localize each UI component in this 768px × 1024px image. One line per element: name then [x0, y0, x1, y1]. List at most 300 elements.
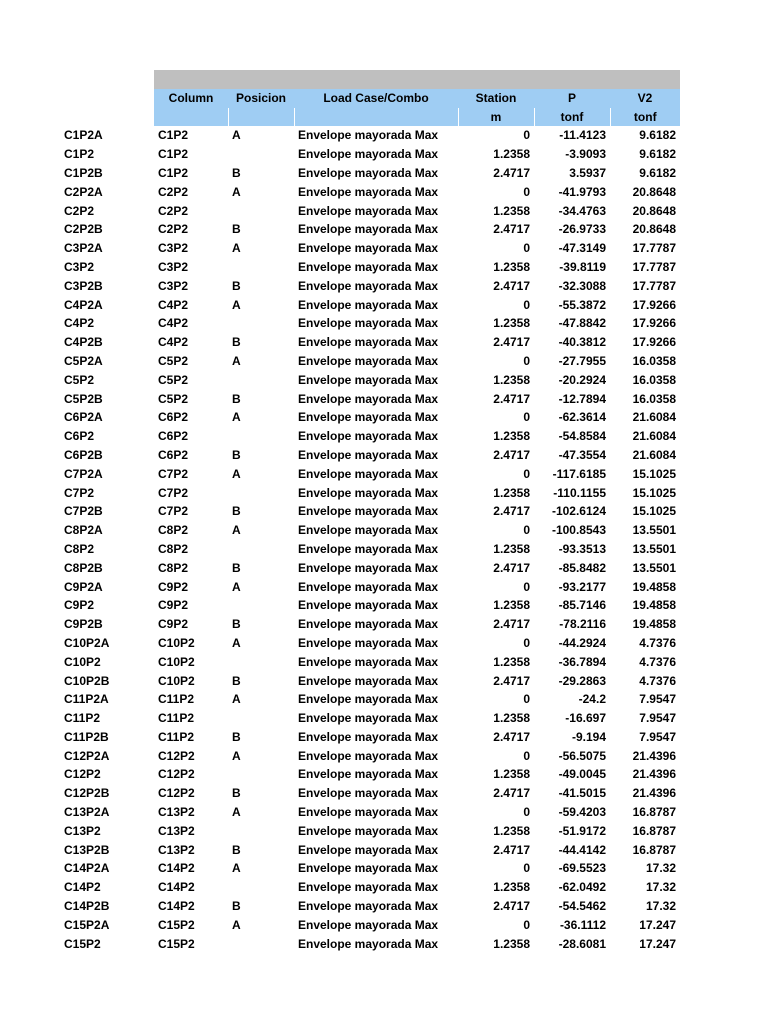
v2-cell: 16.0358: [632, 372, 676, 387]
table-row: [60, 897, 680, 916]
station-cell: 2.4717: [493, 786, 530, 801]
v2-cell: 21.6084: [632, 429, 676, 444]
posicion-cell: [228, 258, 294, 277]
station-cell: 1.2358: [493, 147, 530, 162]
column-cell: C2P2: [158, 184, 189, 199]
p-cell: -41.9793: [558, 184, 606, 199]
table-row: [60, 333, 680, 352]
unit-column: [154, 108, 228, 127]
station-cell: 0: [523, 297, 530, 312]
column-cell: C4P2: [158, 316, 189, 331]
table-row: [60, 258, 680, 277]
table-row: [60, 709, 680, 728]
station-cell: 1.2358: [493, 541, 530, 556]
column-cell: C12P2: [158, 786, 195, 801]
row-label: C6P2B: [64, 447, 103, 462]
table-row: [60, 183, 680, 202]
row-label: C12P2B: [64, 786, 110, 801]
p-cell: -47.8842: [558, 316, 606, 331]
posicion-cell: B: [232, 165, 241, 180]
v2-cell: 20.8648: [632, 203, 676, 218]
units-row: [60, 108, 680, 127]
v2-cell: 16.8787: [632, 823, 676, 838]
load-case-cell: Envelope mayorada Max: [298, 297, 439, 312]
posicion-cell: [228, 878, 294, 897]
v2-cell: 9.6182: [639, 128, 676, 143]
v2-cell: 17.7787: [632, 259, 676, 274]
column-cell: C13P2: [158, 805, 195, 820]
station-cell: 0: [523, 805, 530, 820]
station-cell: 1.2358: [493, 936, 530, 951]
p-cell: -40.3812: [558, 335, 606, 350]
posicion-cell: [228, 427, 294, 446]
station-cell: 1.2358: [493, 598, 530, 613]
station-cell: 0: [523, 523, 530, 538]
column-cell: C10P2: [158, 673, 195, 688]
posicion-cell: B: [232, 899, 241, 914]
station-cell: 2.4717: [493, 391, 530, 406]
table-row: [60, 540, 680, 559]
station-cell: 1.2358: [493, 823, 530, 838]
posicion-cell: [228, 145, 294, 164]
load-case-cell: Envelope mayorada Max: [298, 692, 439, 707]
v2-cell: 17.247: [639, 917, 676, 932]
p-cell: -26.9733: [558, 222, 606, 237]
p-cell: -39.8119: [559, 259, 606, 274]
load-case-cell: Envelope mayorada Max: [298, 917, 439, 932]
row-label: C13P2A: [64, 805, 110, 820]
table-row: [60, 765, 680, 784]
v2-cell: 17.32: [645, 861, 676, 876]
blank-cell: [60, 89, 154, 108]
posicion-cell: A: [232, 241, 241, 256]
station-cell: 1.2358: [493, 429, 530, 444]
load-case-cell: Envelope mayorada Max: [298, 748, 439, 763]
p-cell: -16.697: [565, 711, 606, 726]
load-case-cell: Envelope mayorada Max: [298, 203, 439, 218]
column-cell: C15P2: [158, 917, 195, 932]
row-label: C10P2B: [64, 673, 110, 688]
posicion-cell: [228, 765, 294, 784]
v2-cell: 15.1025: [632, 466, 676, 481]
row-label: C3P2A: [64, 241, 103, 256]
station-cell: 1.2358: [493, 767, 530, 782]
station-cell: 0: [523, 748, 530, 763]
posicion-cell: A: [232, 466, 241, 481]
posicion-cell: [228, 935, 294, 954]
station-cell: 2.4717: [493, 447, 530, 462]
table-row: [60, 596, 680, 615]
v2-cell: 17.32: [645, 899, 676, 914]
column-cell: C3P2: [158, 259, 189, 274]
p-cell: -9.194: [571, 729, 606, 744]
p-cell: -32.3088: [558, 278, 606, 293]
v2-cell: 15.1025: [632, 504, 676, 519]
table-row: [60, 803, 680, 822]
row-label: C14P2A: [64, 861, 110, 876]
posicion-cell: A: [232, 297, 241, 312]
load-case-cell: Envelope mayorada Max: [298, 673, 439, 688]
station-cell: 2.4717: [493, 504, 530, 519]
p-cell: -24.2: [578, 692, 606, 707]
posicion-cell: A: [232, 523, 241, 538]
load-case-cell: Envelope mayorada Max: [298, 729, 439, 744]
load-case-cell: Envelope mayorada Max: [298, 147, 439, 162]
column-cell: C6P2: [158, 429, 189, 444]
column-cell: C2P2: [158, 222, 189, 237]
p-cell: -11.4123: [559, 128, 606, 143]
table-row: [60, 484, 680, 503]
station-cell: 0: [523, 241, 530, 256]
table-row: [60, 164, 680, 183]
p-cell: -47.3554: [558, 447, 606, 462]
posicion-cell: A: [232, 635, 241, 650]
p-cell: -62.3614: [558, 410, 606, 425]
row-label: C4P2: [64, 316, 95, 331]
p-cell: -54.8584: [558, 429, 606, 444]
header-posicion: Posicion: [228, 89, 294, 108]
column-cell: C12P2: [158, 748, 195, 763]
table-row: [60, 935, 680, 954]
p-cell: -102.6124: [551, 504, 606, 519]
table-row: [60, 371, 680, 390]
load-case-cell: Envelope mayorada Max: [298, 447, 439, 462]
v2-cell: 16.8787: [632, 805, 676, 820]
unit-v2: tonf: [610, 108, 680, 127]
posicion-cell: B: [232, 504, 241, 519]
station-cell: 2.4717: [493, 222, 530, 237]
row-label: C14P2: [64, 880, 101, 895]
unit-station: m: [458, 108, 534, 127]
load-case-cell: Envelope mayorada Max: [298, 805, 439, 820]
station-cell: 0: [523, 410, 530, 425]
v2-cell: 20.8648: [632, 184, 676, 199]
column-cell: C15P2: [158, 936, 195, 951]
table-row: [60, 878, 680, 897]
column-cell: C10P2: [158, 635, 195, 650]
column-cell: C1P2: [158, 165, 189, 180]
row-label: C8P2: [64, 541, 95, 556]
load-case-cell: Envelope mayorada Max: [298, 316, 439, 331]
load-case-cell: Envelope mayorada Max: [298, 786, 439, 801]
v2-cell: 17.9266: [632, 316, 676, 331]
header-column: Column: [154, 89, 228, 108]
column-cell: C5P2: [158, 372, 189, 387]
column-cell: C4P2: [158, 297, 189, 312]
posicion-cell: A: [232, 805, 241, 820]
p-cell: -51.9172: [558, 823, 606, 838]
column-cell: C11P2: [158, 692, 195, 707]
table-row: [60, 408, 680, 427]
station-cell: 1.2358: [493, 711, 530, 726]
posicion-cell: B: [232, 560, 241, 575]
column-cell: C12P2: [158, 767, 195, 782]
posicion-cell: [228, 596, 294, 615]
p-cell: -12.7894: [558, 391, 606, 406]
load-case-cell: Envelope mayorada Max: [298, 635, 439, 650]
column-cell: C1P2: [158, 147, 189, 162]
row-label: C7P2: [64, 485, 95, 500]
station-cell: 0: [523, 917, 530, 932]
posicion-cell: [228, 653, 294, 672]
table-row: [60, 653, 680, 672]
column-cell: C9P2: [158, 579, 189, 594]
p-cell: -44.2924: [558, 635, 606, 650]
v2-cell: 19.4858: [632, 617, 676, 632]
load-case-cell: Envelope mayorada Max: [298, 541, 439, 556]
row-label: C8P2A: [64, 523, 103, 538]
posicion-cell: B: [232, 617, 241, 632]
row-label: C5P2A: [64, 353, 103, 368]
station-cell: 2.4717: [493, 673, 530, 688]
p-cell: -36.1112: [559, 917, 606, 932]
p-cell: -100.8543: [551, 523, 606, 538]
column-cell: C5P2: [158, 353, 189, 368]
unit-load-case: [294, 108, 458, 127]
station-cell: 1.2358: [493, 316, 530, 331]
v2-cell: 21.4396: [632, 748, 676, 763]
posicion-cell: B: [232, 729, 241, 744]
p-cell: -49.0045: [558, 767, 606, 782]
table-row: [60, 578, 680, 597]
column-cell: C9P2: [158, 598, 189, 613]
p-cell: -93.3513: [558, 541, 606, 556]
posicion-cell: A: [232, 917, 241, 932]
table-row: [60, 634, 680, 653]
station-cell: 2.4717: [493, 729, 530, 744]
row-label: C6P2A: [64, 410, 103, 425]
row-label: C9P2B: [64, 617, 103, 632]
load-case-cell: Envelope mayorada Max: [298, 823, 439, 838]
load-case-cell: Envelope mayorada Max: [298, 335, 439, 350]
table-row: [60, 747, 680, 766]
station-cell: 1.2358: [493, 203, 530, 218]
station-cell: 1.2358: [493, 485, 530, 500]
v2-cell: 13.5501: [632, 541, 676, 556]
p-cell: -54.5462: [558, 899, 606, 914]
p-cell: -41.5015: [558, 786, 606, 801]
row-label: C15P2: [64, 936, 101, 951]
posicion-cell: [228, 822, 294, 841]
load-case-cell: Envelope mayorada Max: [298, 654, 439, 669]
p-cell: -28.6081: [558, 936, 606, 951]
row-label: C3P2B: [64, 278, 103, 293]
v2-cell: 21.6084: [632, 410, 676, 425]
row-label: C1P2: [64, 147, 95, 162]
p-cell: -117.6185: [552, 466, 606, 481]
header-row: [60, 89, 680, 108]
table-row: [60, 390, 680, 409]
v2-cell: 4.7376: [639, 673, 676, 688]
posicion-cell: A: [232, 692, 241, 707]
table-row: [60, 916, 680, 935]
station-cell: 2.4717: [493, 165, 530, 180]
load-case-cell: Envelope mayorada Max: [298, 842, 439, 857]
posicion-cell: A: [232, 128, 241, 143]
table-row: [60, 446, 680, 465]
table-row: [60, 615, 680, 634]
row-label: C2P2B: [64, 222, 103, 237]
station-cell: 0: [523, 184, 530, 199]
row-label: C3P2: [64, 259, 95, 274]
p-cell: -93.2177: [558, 579, 606, 594]
station-cell: 2.4717: [493, 842, 530, 857]
load-case-cell: Envelope mayorada Max: [298, 711, 439, 726]
v2-cell: 21.4396: [632, 786, 676, 801]
v2-cell: 17.7787: [632, 278, 676, 293]
station-cell: 0: [523, 128, 530, 143]
posicion-cell: A: [232, 579, 241, 594]
table-row: [60, 859, 680, 878]
table-row: [60, 559, 680, 578]
row-label: C9P2A: [64, 579, 103, 594]
table-row: [60, 352, 680, 371]
station-cell: 2.4717: [493, 560, 530, 575]
p-cell: -85.8482: [558, 560, 606, 575]
p-cell: -62.0492: [558, 880, 606, 895]
load-case-cell: Envelope mayorada Max: [298, 429, 439, 444]
load-case-cell: Envelope mayorada Max: [298, 128, 439, 143]
posicion-cell: A: [232, 410, 241, 425]
p-cell: -78.2116: [559, 617, 606, 632]
header-band-row: [60, 70, 680, 89]
station-cell: 0: [523, 861, 530, 876]
v2-cell: 7.9547: [639, 692, 676, 707]
posicion-cell: B: [232, 335, 241, 350]
row-label: C13P2: [64, 823, 101, 838]
v2-cell: 20.8648: [632, 222, 676, 237]
v2-cell: 4.7376: [639, 635, 676, 650]
load-case-cell: Envelope mayorada Max: [298, 466, 439, 481]
v2-cell: 7.9547: [639, 729, 676, 744]
p-cell: -55.3872: [558, 297, 606, 312]
row-label: C2P2: [64, 203, 95, 218]
row-label: C7P2B: [64, 504, 103, 519]
posicion-cell: B: [232, 222, 241, 237]
p-cell: -44.4142: [558, 842, 606, 857]
load-case-cell: Envelope mayorada Max: [298, 372, 439, 387]
row-label: C5P2B: [64, 391, 103, 406]
table-row: [60, 239, 680, 258]
row-label: C2P2A: [64, 184, 103, 199]
p-cell: 3.5937: [569, 165, 606, 180]
column-cell: C7P2: [158, 485, 189, 500]
column-cell: C4P2: [158, 335, 189, 350]
table-row: [60, 502, 680, 521]
row-label: C1P2A: [64, 128, 103, 143]
posicion-cell: A: [232, 861, 241, 876]
load-case-cell: Envelope mayorada Max: [298, 767, 439, 782]
posicion-cell: [228, 709, 294, 728]
row-label: C11P2A: [64, 692, 109, 707]
row-label: C5P2: [64, 372, 95, 387]
v2-cell: 9.6182: [639, 147, 676, 162]
column-cell: C11P2: [158, 711, 195, 726]
table-row: [60, 296, 680, 315]
posicion-cell: A: [232, 184, 241, 199]
column-cell: C1P2: [158, 128, 189, 143]
table-row: [60, 728, 680, 747]
posicion-cell: A: [232, 353, 241, 368]
column-cell: C6P2: [158, 410, 189, 425]
v2-cell: 13.5501: [632, 523, 676, 538]
v2-cell: 7.9547: [639, 711, 676, 726]
row-label: C11P2: [64, 711, 101, 726]
column-cell: C7P2: [158, 504, 189, 519]
v2-cell: 15.1025: [632, 485, 676, 500]
v2-cell: 4.7376: [639, 654, 676, 669]
load-case-cell: Envelope mayorada Max: [298, 241, 439, 256]
p-cell: -56.5075: [558, 748, 606, 763]
row-label: C4P2B: [64, 335, 103, 350]
table-row: [60, 672, 680, 691]
row-label: C4P2A: [64, 297, 103, 312]
posicion-cell: [228, 371, 294, 390]
load-case-cell: Envelope mayorada Max: [298, 936, 439, 951]
load-case-cell: Envelope mayorada Max: [298, 523, 439, 538]
station-cell: 1.2358: [493, 654, 530, 669]
header-v2: V2: [610, 89, 680, 108]
table-row: [60, 126, 680, 145]
load-case-cell: Envelope mayorada Max: [298, 353, 439, 368]
unit-posicion: [228, 108, 294, 127]
v2-cell: 16.0358: [632, 353, 676, 368]
column-cell: C10P2: [158, 654, 195, 669]
row-label: C7P2A: [64, 466, 103, 481]
station-cell: 2.4717: [493, 335, 530, 350]
station-cell: 1.2358: [493, 880, 530, 895]
row-label: C12P2A: [64, 748, 110, 763]
load-case-cell: Envelope mayorada Max: [298, 560, 439, 575]
v2-cell: 9.6182: [639, 165, 676, 180]
row-label: C13P2B: [64, 842, 110, 857]
p-cell: -110.1155: [553, 485, 606, 500]
station-cell: 1.2358: [493, 259, 530, 274]
station-cell: 0: [523, 579, 530, 594]
column-cell: C14P2: [158, 880, 195, 895]
row-label: C11P2B: [64, 729, 109, 744]
posicion-cell: B: [232, 447, 241, 462]
v2-cell: 17.9266: [632, 335, 676, 350]
load-case-cell: Envelope mayorada Max: [298, 278, 439, 293]
v2-cell: 16.0358: [632, 391, 676, 406]
station-cell: 2.4717: [493, 278, 530, 293]
row-label: C14P2B: [64, 899, 110, 914]
table-row: [60, 841, 680, 860]
load-case-cell: Envelope mayorada Max: [298, 861, 439, 876]
v2-cell: 21.6084: [632, 447, 676, 462]
column-cell: C14P2: [158, 899, 195, 914]
header-p: P: [534, 89, 610, 108]
column-cell: C13P2: [158, 842, 195, 857]
p-cell: -29.2863: [558, 673, 606, 688]
table-row: [60, 465, 680, 484]
column-cell: C3P2: [158, 278, 189, 293]
header-band: [154, 70, 680, 89]
blank-cell: [60, 108, 154, 127]
load-case-cell: Envelope mayorada Max: [298, 184, 439, 199]
posicion-cell: [228, 540, 294, 559]
station-cell: 0: [523, 692, 530, 707]
load-case-cell: Envelope mayorada Max: [298, 391, 439, 406]
v2-cell: 13.5501: [632, 560, 676, 575]
v2-cell: 19.4858: [632, 579, 676, 594]
table-row: [60, 784, 680, 803]
column-cell: C3P2: [158, 241, 189, 256]
station-cell: 2.4717: [493, 899, 530, 914]
load-case-cell: Envelope mayorada Max: [298, 410, 439, 425]
posicion-cell: A: [232, 748, 241, 763]
